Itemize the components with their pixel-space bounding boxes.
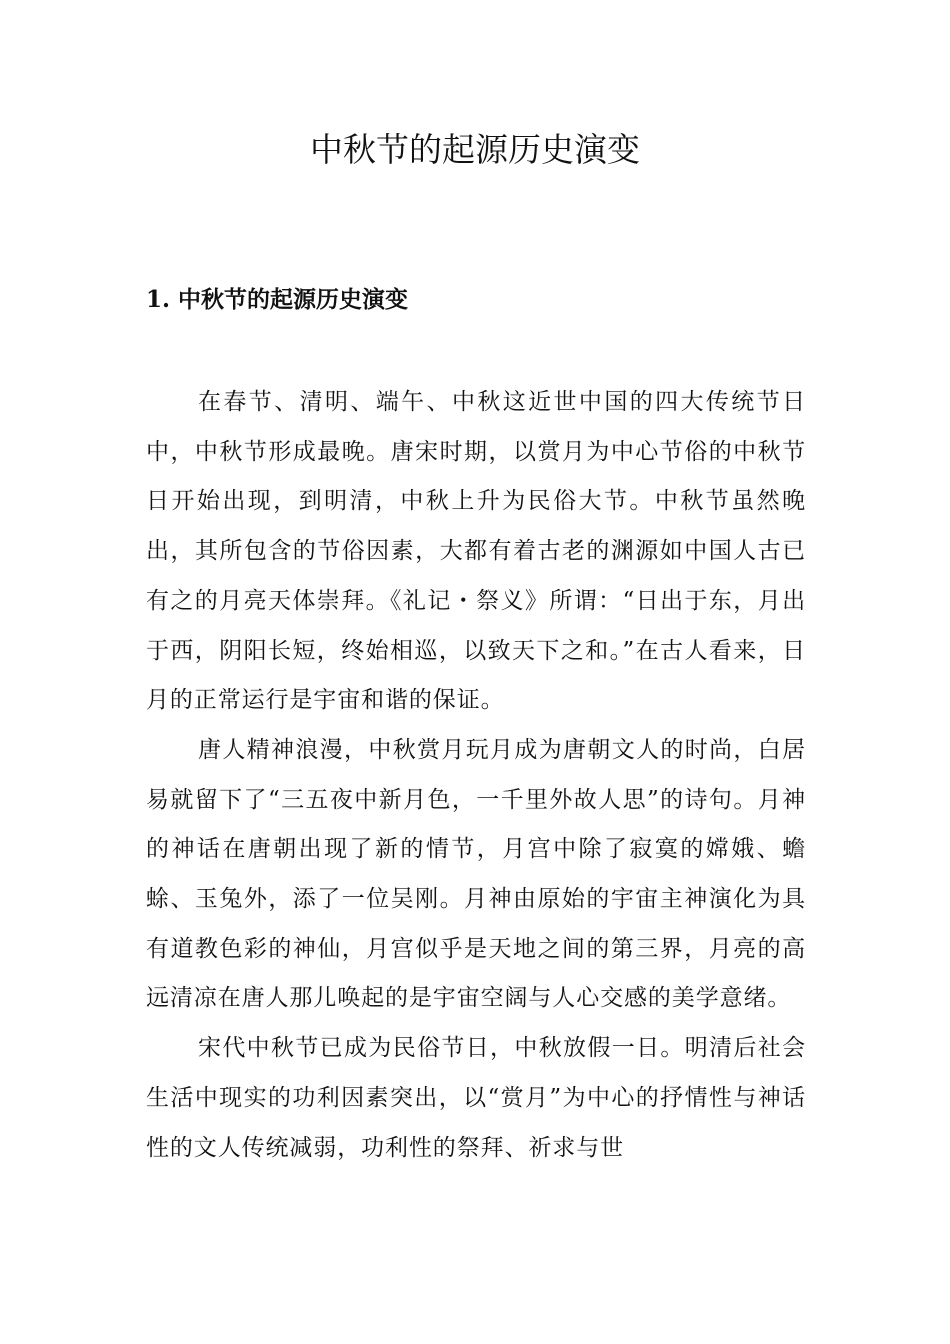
paragraph-2: 唐人精神浪漫，中秋赏月玩月成为唐朝文人的时尚，白居易就留下了“三五夜中新月色，一千里外故人思”的诗句。月神的神话在唐朝出现了新的情节，月宫中除了寂寞的嫦娥、蟾蜍、玉兔外，添了一位吴刚。月神由原始的宇宙主神演化为具有道教色彩的神仙，月宫似乎是天地之间的第三界，月亮的高远清凉在唐人那儿唤起的是宇宙空阔与人心交感的美学意绪。 — [146, 736, 806, 1012]
paragraph-3: 宋代中秋节已成为民俗节日，中秋放假一日。明清后社会生活中现实的功利因素突出，以“赏月”为中心的抒情性与神话性的文人传统减弱，功利性的祭拜、祈求与世 — [146, 1035, 806, 1161]
body-text — [146, 378, 806, 1173]
section-heading: 1. 中秋节的起源历史演变 — [146, 286, 409, 313]
document-title: 中秋节的起源历史演变 — [310, 130, 640, 169]
paragraph-1: 在春节、清明、端午、中秋这近世中国的四大传统节日中，中秋节形成最晚。唐宋时期，以赏月为中心节俗的中秋节日开始出现，到明清，中秋上升为民俗大节。中秋节虽然晚出，其所包含的节俗因素，大都有着古老的渊源如中国人古已有之的月亮天体崇拜。《礼记・祭义》所谓：“日出于东，月出于西，阴阳长短，终始相巡，以致天下之和。”在古人看来，日月的正常运行是宇宙和谐的保证。 — [146, 389, 806, 714]
